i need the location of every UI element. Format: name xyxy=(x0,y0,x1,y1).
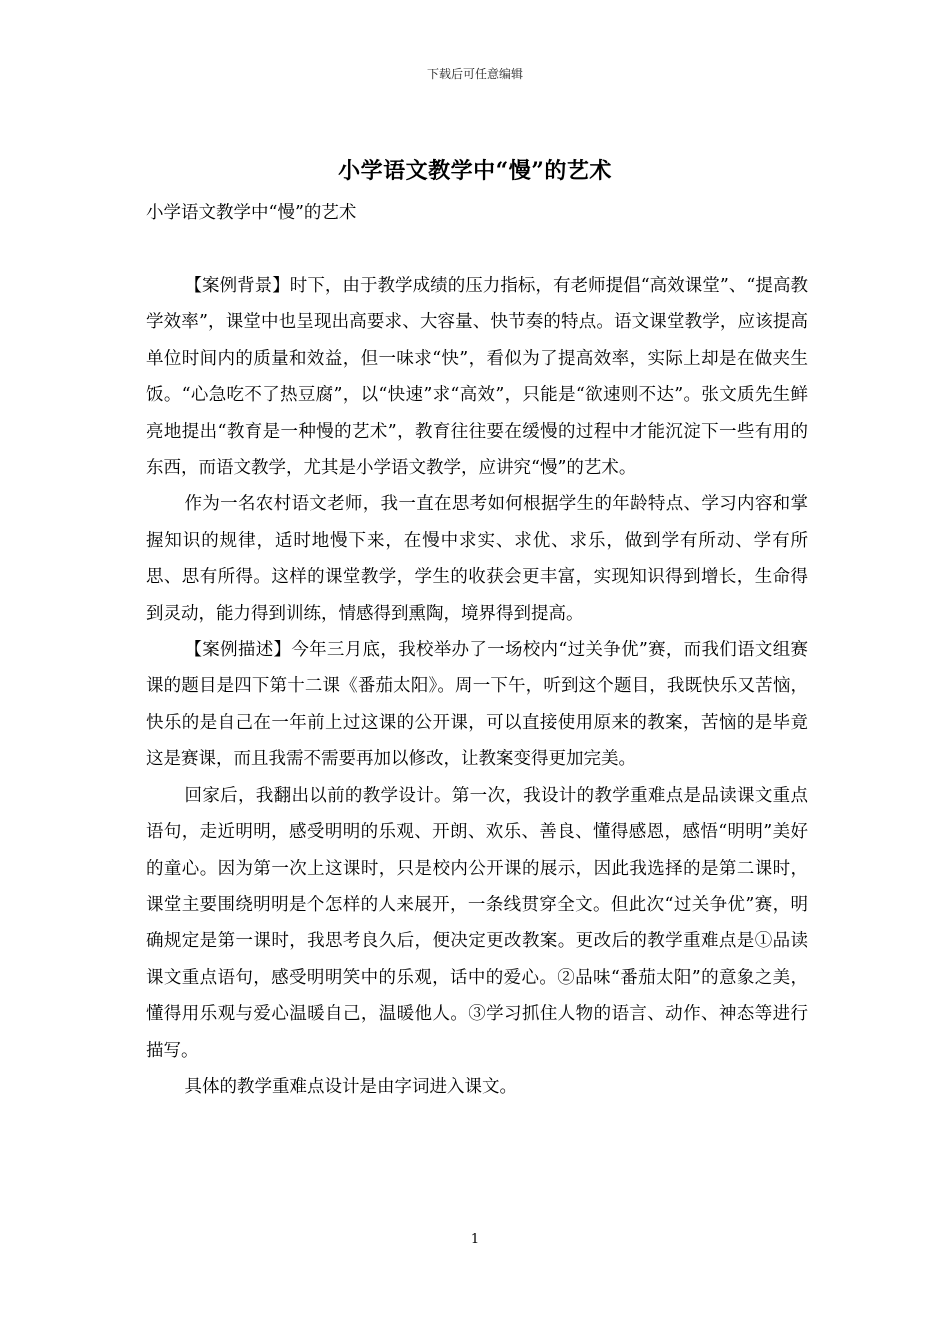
paragraph-reflection: 作为一名农村语文老师，我一直在思考如何根据学生的年龄特点、学习内容和掌握知识的规律，适时地慢下来，在慢中求实、求优、求乐，做到学有所动、学有所思、思有所得。这样的课堂教学，学生的收获会更丰富，实现知识得到增长，生命得到灵动，能力得到训练，情感得到熏陶，境界得到提高。 xyxy=(146,494,808,624)
paragraph-design-detail: 具体的教学重难点设计是由字词进入课文。 xyxy=(184,1076,517,1097)
document-title: 小学语文教学中“慢”的艺术 xyxy=(338,158,612,184)
header-note: 下载后可任意编辑 xyxy=(426,67,523,81)
page-number: 1 xyxy=(470,1232,480,1247)
document-subtitle: 小学语文教学中“慢”的艺术 xyxy=(146,203,357,223)
body-text xyxy=(146,268,808,1105)
paragraph-background: 【案例背景】时下，由于教学成绩的压力指标，有老师提倡“高效课堂”、“提高教学效率”，课堂中也呈现出高要求、大容量、快节奏的特点。语文课堂教学，应该提高单位时间内的质量和效益，但一味求“快”，看似为了提高效率，实际上却是在做夹生饭。“心急吃不了热豆腐”，以“快速”求“高效”，只能是“欲速则不达”。张文质先生鲜亮地提出“教育是一种慢的艺术”，教育往往要在缓慢的过程中才能沉淀下一些有用的东西，而语文教学，尤其是小学语文教学，应讲究“慢”的艺术。 xyxy=(146,276,808,479)
paragraph-case-description: 【案例描述】今年三月底，我校举办了一场校内“过关争优”赛，而我们语文组赛课的题目是四下第十二课《番茄太阳》。周一下午，听到这个题目，我既快乐又苦恼，快乐的是自己在一年前上过这课的公开课，可以直接使用原来的教案，苦恼的是毕竟这是赛课，而且我需不需要再加以修改，让教案变得更加完美。 xyxy=(146,640,808,770)
paragraph-lesson-design: 回家后，我翻出以前的教学设计。第一次，我设计的教学重难点是品读课文重点语句，走近明明，感受明明的乐观、开朗、欢乐、善良、懂得感恩，感悟“明明”美好的童心。因为第一次上这课时，只是校内公开课的展示，因此我选择的是第二课时，课堂主要围绕明明是个怎样的人来展开，一条线贯穿全文。但此次“过关争优”赛，明确规定是第一课时，我思考良久后，便决定更改教案。更改后的教学重难点是①品读课文重点语句，感受明明笑中的乐观，话中的爱心。②品味“番茄太阳”的意象之美，懂得用乐观与爱心温暖自己，温暖他人。③学习抓住人物的语言、动作、神态等进行描写。 xyxy=(146,785,808,1061)
